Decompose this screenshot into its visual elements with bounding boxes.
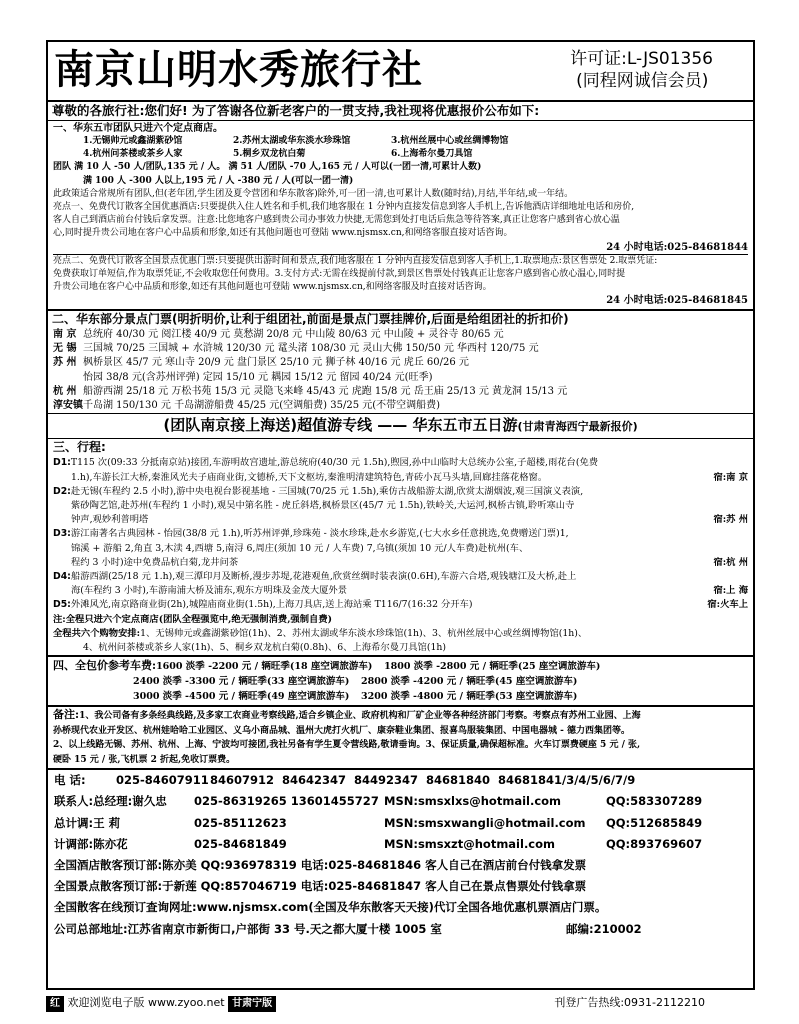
person-role: 总计调:王 莉	[54, 815, 121, 830]
itinerary	[48, 439, 753, 655]
online-booking: 全国散客在线预订查询网址:www.njsmsx.com(全国及华东散客天天接)代订全国各地优惠机票酒店门票。	[54, 900, 607, 915]
contact-block	[48, 770, 753, 940]
day-label: D3:	[53, 528, 71, 540]
bus-fares	[48, 657, 753, 705]
day-block	[53, 485, 748, 528]
person-qq: QQ:512685849	[606, 815, 703, 830]
note-line: 1、我公司备有多条经典线路,及多家工农商业考察线路,适合乡镇企业、政府机构和厂矿企业等各种经济部门考察。考察点有苏州工业园、上海	[79, 711, 641, 722]
ad-sheet	[46, 40, 755, 990]
fare-item: 2800 淡季 -4200 元 / 辆旺季(45 座空调旅游车)	[361, 676, 578, 688]
person-msn: MSN:smsxzt@hotmail.com	[384, 836, 556, 851]
person-qq: QQ:893769607	[606, 836, 703, 851]
person-row	[54, 834, 747, 855]
day-block	[53, 456, 748, 484]
price-row	[53, 356, 748, 370]
license-number: 许可证:L-JS01356	[570, 49, 713, 69]
person-phone: 025-86319265 13601455727	[194, 794, 379, 809]
highlight-2-line: 免费获取订单短信,作为取票凭证,不会收取您任何费用。3.支付方式:无需在线提前付款,到景区售票处付钱真正让您客户感到省心放心温心,同时提	[53, 269, 626, 280]
shop-item: 3.杭州丝展中心或丝绸博物馆	[391, 136, 509, 146]
price-items: 怡园 38/8 元(含苏州评弹) 定园 15/10 元 耦园 15/12 元 留园 40/24 元(旺季)	[83, 371, 433, 383]
day-line: T115 次(09:33 分抵南京站)接团,车游明故宫遗址,游总统府(40/30 元 1.5h),煦园,孙中山临时大总统办公室,子超楼,雨花台(免费	[70, 457, 599, 469]
notes-label: 备注:	[53, 708, 80, 722]
highlight-1-line: 心,同时提升贵公司地在客户心中品质和形象,如还有其他问题也可登陆 www.njsmsx.cn,和网络客服直接对话咨询。	[53, 228, 513, 239]
person-role: 联系人:总经理:谢久忠	[54, 794, 167, 809]
phone-number: 025-84607911	[116, 773, 209, 788]
person-msn: MSN:smsxwangli@hotmail.com	[384, 815, 586, 830]
day-line: 船游西湖(25/18 元 1.h),观三潭印月及断桥,漫步苏堤,花港观鱼,欣赏丝绸时装表演(0.6H),车游六合塔,观钱塘江及大桥,赴上	[70, 571, 577, 583]
shop-item: 1.无锡帅元或鑫湖紫砂馆	[83, 136, 183, 146]
day-block	[53, 527, 748, 570]
shop-item: 2.苏州太湖或华东淡水珍珠馆	[233, 136, 351, 146]
shopping-line: 4、杭州问茶楼或茶乡人家(1h)、5、桐乡双龙杭白菊(0.8h)、6、上海希尔曼刀具馆(1h)	[83, 642, 446, 654]
day-line: 赴无锡(车程约 2.5 小时),游中央电视台影视基地 - 三国城(70/25 元 1.5h),乘仿古战船游太湖,欣赏太湖烟波,观三国演义表演,	[70, 485, 584, 497]
shop-item: 4.杭州问茶楼或茶乡人家	[83, 149, 183, 160]
phone-row	[54, 770, 747, 791]
scenic-booking: 全国景点散客预订部:于新莲 QQ:857046719 电话:025-84681847 客人自己在景点售票处付钱拿票	[54, 879, 587, 894]
shopping-label: 全程共六个购物安排:	[53, 627, 141, 639]
agency-title: 南京山明水秀旅行社	[54, 47, 423, 93]
shop-item: 5.桐乡双龙杭白菊	[233, 149, 306, 160]
day-line: 程约 3 小时)途中免费品杭白菊,龙井问茶	[71, 556, 239, 568]
greeting: 尊敬的各旅行社:您们好! 为了答谢各位新老客户的一贯支持,我社现将优惠报价公布如下:	[48, 102, 753, 121]
person-qq: QQ:583307289	[606, 794, 703, 809]
rule-line: 此政策适合常规所有团队,但(老年团,学生团及夏令营团和华东散客)除外,可一团一清,也可累计人数(随时结),月结,半年结,或一年结。	[53, 188, 574, 199]
price-items: 总统府 40/30 元 阅江楼 40/9 元 莫愁湖 20/8 元 中山陵 80/63 元 中山陵 + 灵谷寺 80/65 元	[83, 328, 504, 340]
banner-sub: (甘肃青海西宁最新报价)	[517, 420, 638, 434]
day-line: 游江南著名古典园林 - 怡园(38/8 元 1.h),听苏州评弹,珍珠苑 - 淡水珍珠,赴水乡游览,(七大水乡任意挑选,免费赠送门票)1,	[70, 528, 569, 540]
day-label: D5:	[53, 599, 71, 611]
tour-banner	[48, 413, 753, 439]
city-label: 淳安镇	[53, 400, 83, 412]
city-label: 杭 州	[53, 385, 77, 397]
hotel-booking: 全国酒店散客预订部:陈亦美 QQ:936978319 电话:025-84681846 客人自己在酒店前台付钱拿发票	[54, 858, 587, 873]
city-label: 无 锡	[53, 342, 77, 354]
day-line: 海(车程约 3 小时),车游南浦大桥及浦东,观东方明珠及金茂大厦外景	[71, 585, 348, 597]
price-items: 船游西湖 25/18 元 万松书苑 15/3 元 灵隐飞来峰 45/43 元 虎跑 15/8 元 岳王庙 25/13 元 黄龙洞 15/13 元	[83, 385, 568, 397]
license-block	[570, 48, 713, 92]
person-row	[54, 813, 747, 834]
welcome-text: 欢迎浏览电子版 www.zyoo.net	[67, 996, 225, 1009]
day-line: 1.h),车游长江大桥,秦淮风光夫子庙商业街,文德桥,天下文枢坊,秦淮明清建筑特色,青砖小瓦马头墙,回廊挂落花格窗。	[71, 471, 548, 483]
rule-line: 满 100 人 -300 人以上,195 元 / 人 -380 元 / 人(可以一团一清)	[83, 175, 354, 186]
stay-label: 宿:南 京	[713, 471, 748, 483]
person-row	[54, 791, 747, 812]
address-row	[54, 919, 747, 940]
phone-number: 84681840	[426, 773, 491, 788]
section-1	[48, 121, 753, 309]
shop-row	[53, 148, 748, 161]
note-line: 2、以上线路无锡、苏州、杭州、上海、宁波均可接团,我社另备有学生夏令营线路,敬请垂询。3、保证质量,确保超标准。火车订票费硬座 5 元 / 张,	[53, 740, 641, 751]
day-line: 外滩风光,南京路商业街(2h),城隍庙商业街(1.5h),上海刀具店,送上海站乘 T116/7(16:32 分开车)	[70, 599, 473, 611]
shop-row	[53, 135, 748, 148]
stay-label: 宿:上 海	[713, 585, 748, 597]
highlight-1-line: 亮点一、免费代订散客全国优惠酒店:只要提供入住人姓名和手机,我们地客服在 1 分钟内直接发信息到客人手机上,告诉他酒店详细地址电话和房价,	[53, 202, 635, 213]
logo-right: 甘肃宁版	[228, 996, 276, 1012]
stay-label: 宿:苏 州	[713, 514, 748, 526]
price-items: 三国城 70/25 三国城 + 水浒城 120/30 元 鼋头渚 108/30 元 灵山大佛 150/50 元 华西村 120/75 元	[83, 342, 539, 354]
stay-label: 宿:火车上	[707, 599, 748, 611]
price-row	[53, 399, 748, 413]
price-items: 千岛湖 150/130 元 千岛湖游船费 45/25 元(空调船费) 35/25 元(不带空调船费)	[83, 400, 441, 412]
stay-label: 宿:杭 州	[713, 556, 748, 568]
note-line: 孙桥现代农业开发区、杭州娃哈哈工业园区、义乌小商品城、温州大虎打火机厂、康奈鞋业集团、报喜鸟服装集团、中国电器城 - 德力西集团等。	[53, 725, 631, 736]
banner-main: (团队南京接上海送)超值游专线 —— 华东五市五日游	[163, 416, 518, 435]
logo-left: 红	[46, 996, 64, 1012]
fare-item: 3000 淡季 -4500 元 / 辆旺季(49 座空调旅游车)	[133, 691, 350, 703]
day-block	[53, 570, 748, 598]
notes	[48, 707, 753, 768]
day-label: D4:	[53, 571, 71, 583]
section-1-heading: 一、华东五市团队只进六个定点商店。	[53, 123, 223, 134]
price-row	[53, 342, 748, 356]
footer	[46, 992, 755, 1014]
price-row	[53, 328, 748, 342]
fare-item: 1800 淡季 -2800 元 / 辆旺季(25 座空调旅游车)	[384, 661, 601, 673]
header	[48, 42, 753, 102]
price-items: 枫桥景区 45/7 元 寒山寺 20/9 元 盘门景区 25/10 元 狮子林 40/16 元 虎丘 60/26 元	[83, 357, 469, 369]
price-row	[53, 371, 748, 385]
person-msn: MSN:smsxlxs@hotmail.com	[384, 794, 562, 809]
fare-item: 3200 淡季 -4800 元 / 辆旺季(53 座空调旅游车)	[361, 691, 578, 703]
day-label: D1:	[53, 457, 71, 469]
person-phone: 025-85112623	[194, 815, 287, 830]
fare-item: 1600 淡季 -2200 元 / 辆旺季(18 座空调旅游车)	[156, 661, 373, 673]
phone-number: 84492347	[354, 773, 419, 788]
day-line: 锦溪 + 游船 2,角直 3,木渎 4,西塘 5,南浔 6,周庄(须加 10 元 / 人车费) 7,乌镇(须加 10 元/人车费)赴杭州(车、	[71, 542, 529, 554]
phone-number: 84607912	[210, 773, 275, 788]
highlight-2-line: 亮点二、免费代订散客全国景点优惠门票:只要提供出游时间和景点,我们地客服在 1 分钟内直接发信息到客人手机上,1.取票地点:景区售票处 2.取票凭证:	[53, 255, 658, 266]
shopping-line: 1、无锡帅元或鑫湖紫砂馆(1h)、2、苏州太湖或华东淡水珍珠馆(1h)、3、杭州丝展中心或丝绸博物馆(1h)、	[140, 627, 588, 639]
ad-hotline: 刊登广告热线:0931-2112210	[554, 996, 705, 1009]
note-line: 硬卧 15 元 / 张,飞机票 2 折起,免收订票费。	[53, 754, 236, 765]
highlight-2-line: 升贵公司地在客户心中品质和形象,如还有其他问题也可登陆 www.njsmsx.cn,和网络客服及时直接对话咨询。	[53, 282, 492, 293]
shop-item: 6.上海希尔曼刀具馆	[391, 149, 473, 160]
shop-note: 注:全程只进六个定点商店(团队全程强览中,绝无强制消费,强制自费)	[53, 613, 333, 625]
city-label: 苏 州	[53, 357, 77, 369]
hotline-2: 24 小时电话:025-84681845	[606, 295, 748, 307]
day-block	[53, 598, 748, 612]
rule-line: 团队 满 10 人 -50 人/团队,135 元 / 人。 满 51 人/团队 -70 人,165 元 / 人可以(一团一清,可累计人数)	[53, 162, 482, 173]
price-row	[53, 385, 748, 399]
phone-number: 84681841/3/4/5/6/7/9	[498, 773, 636, 788]
ticket-prices	[48, 328, 753, 414]
company-address: 公司总部地址:江苏省南京市新街口,户部街 33 号.天之都大厦十楼 1005 室	[54, 921, 442, 936]
license-sub: (同程网诚信会员)	[576, 71, 709, 91]
section-4-heading: 四、全包价参考车费:	[53, 659, 157, 673]
section-3-heading: 三、行程:	[53, 440, 106, 455]
phone-label: 电 话:	[54, 773, 86, 788]
person-phone: 025-84681849	[194, 836, 287, 851]
highlight-1-line: 客人自己到酒店前台付钱后拿发票。注意:比您地客户感到贵公司办事效力快捷,无需您到处打电话后焦急等待答案,真正让您客户感到省心放心温	[53, 215, 620, 226]
day-label: D2:	[53, 485, 71, 497]
phone-number: 84642347	[282, 773, 347, 788]
person-role: 计调部:陈亦花	[54, 836, 128, 851]
hotline-1: 24 小时电话:025-84681844	[606, 241, 748, 253]
day-line: 钟声,观妙利普明塔	[71, 514, 149, 526]
postcode: 邮编:210002	[566, 921, 642, 936]
fare-item: 2400 淡季 -3300 元 / 辆旺季(33 座空调旅游车)	[133, 676, 350, 688]
day-line: 紫砂陶艺馆,赴苏州(车程约 1 小时),观吴中第名胜 - 虎丘斜塔,枫桥景区(45/7 元 1.5h),铁岭关,大运河,枫桥古镇,聆听寒山寺	[71, 500, 575, 512]
section-2-heading: 二、华东部分景点门票(明折明价,让利于组团社,前面是景点门票挂牌价,后面是给组团社的折扣价)	[52, 311, 569, 326]
city-label: 南 京	[53, 328, 77, 340]
